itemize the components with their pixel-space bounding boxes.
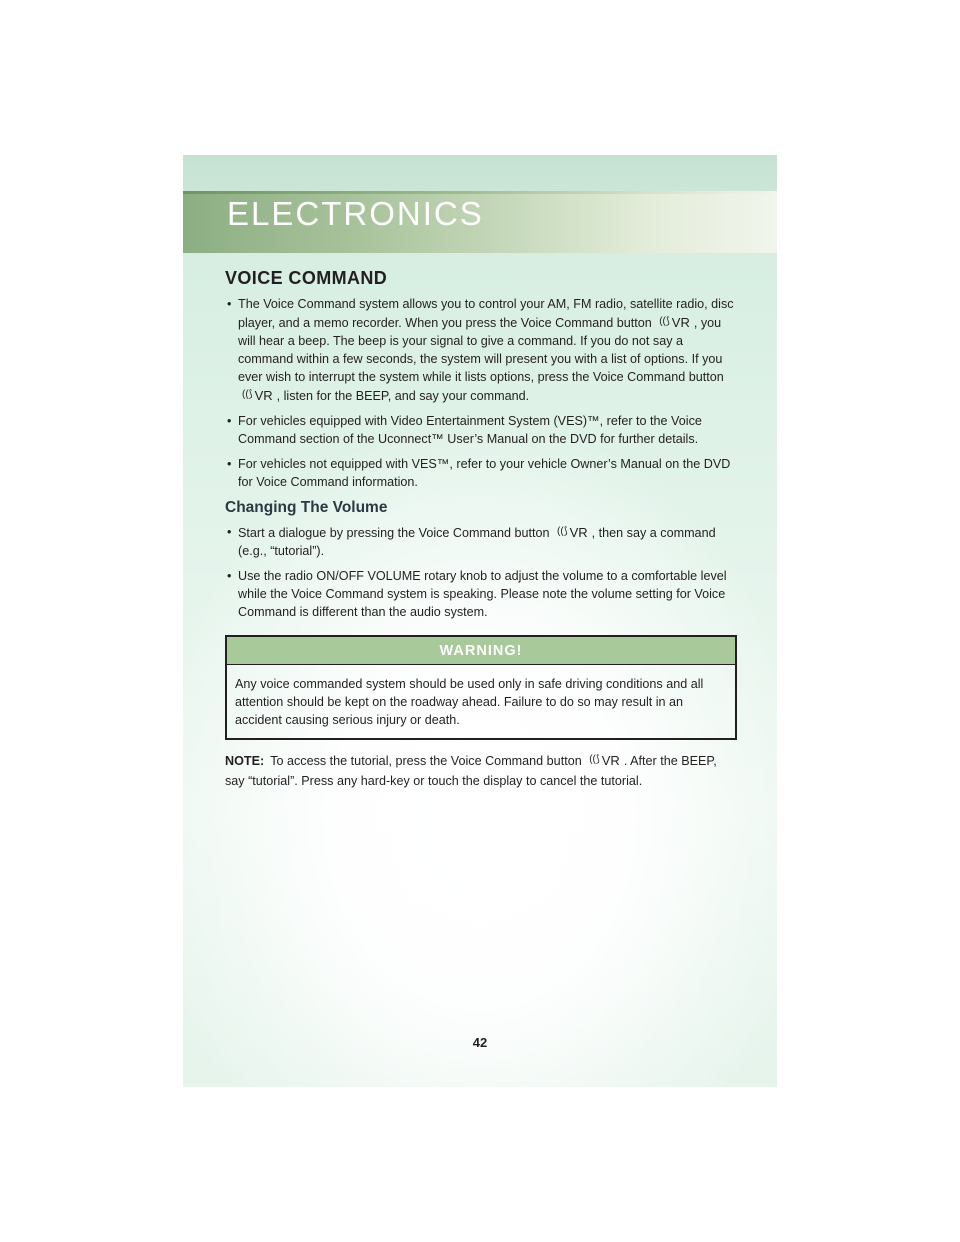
list-item: • The Voice Command system allows you to control your AM, FM radio, satellite radio, disc player, and a memo recorder. When you press the Voice Command button ((⟆ VR , you will hear a beep. The beep is your signal to give a command. If you do not say a command within a few seconds, the system will present you with a list of options. If you ever wish to interrupt the system while it lists options, press the Voice Command button ((⟆ VR , listen for the BEEP, and say your command. — [227, 297, 734, 403]
header-strip — [183, 191, 777, 194]
voice-command-icon: ((⟆ — [557, 526, 568, 537]
note-label: NOTE: — [225, 754, 265, 768]
warning-body: Any voice commanded system should be used only in safe driving conditions and all attention should be kept on the roadway ahead. Failure to do so may result in an accident causing serious injury or death. — [235, 677, 704, 727]
bullet-marker: • — [227, 569, 232, 583]
voice-command-icon: ((⟆ — [659, 316, 670, 327]
vr-button-symbol: ((⟆ VR — [659, 315, 690, 330]
vr-button-symbol: ((⟆ VR — [585, 750, 624, 771]
bullet-marker: • — [227, 297, 232, 311]
warning-box — [225, 635, 737, 740]
vr-button-symbol: ((⟆ VR — [242, 388, 273, 403]
page-title: VOICE COMMAND — [225, 268, 388, 288]
list-item: • For vehicles equipped with Video Entertainment System (VES)™, refer to the Voice Command section of the Uconnect™ User’s Manual on the DVD for further details. — [227, 414, 702, 446]
voice-command-icon: ((⟆ — [242, 389, 253, 400]
section-title: ELECTRONICS — [227, 195, 484, 232]
note: NOTE: To access the tutorial, press the Voice Command button ((⟆ VR . After the BEEP, say “tutorial”. Press any hard-key or touch the display to cancel the tutorial. — [225, 750, 737, 791]
subsection-title: Changing The Volume — [225, 499, 388, 516]
bullet-marker: • — [227, 457, 232, 471]
voice-command-icon: ((⟆ — [589, 754, 600, 765]
page-number: 42 — [472, 1035, 488, 1050]
bullet-marker: • — [227, 525, 232, 539]
warning-heading: WARNING! — [227, 637, 735, 665]
vr-button-symbol: ((⟆ VR — [557, 525, 588, 540]
list-item: • For vehicles not equipped with VES™, refer to your vehicle Owner’s Manual on the DVD for Voice Command information. — [227, 457, 731, 489]
content — [225, 269, 737, 804]
list-item: • Use the radio ON/OFF VOLUME rotary knob to adjust the volume to a comfortable level while the Voice Command system is speaking. Please note the volume setting for Voice Command is different than the audio system. — [227, 569, 727, 619]
manual-page — [183, 155, 777, 1087]
bullet-marker: • — [227, 414, 232, 428]
list-item: • Start a dialogue by pressing the Voice Command button ((⟆ VR , then say a command (e.g., “tutorial”). — [227, 525, 716, 558]
